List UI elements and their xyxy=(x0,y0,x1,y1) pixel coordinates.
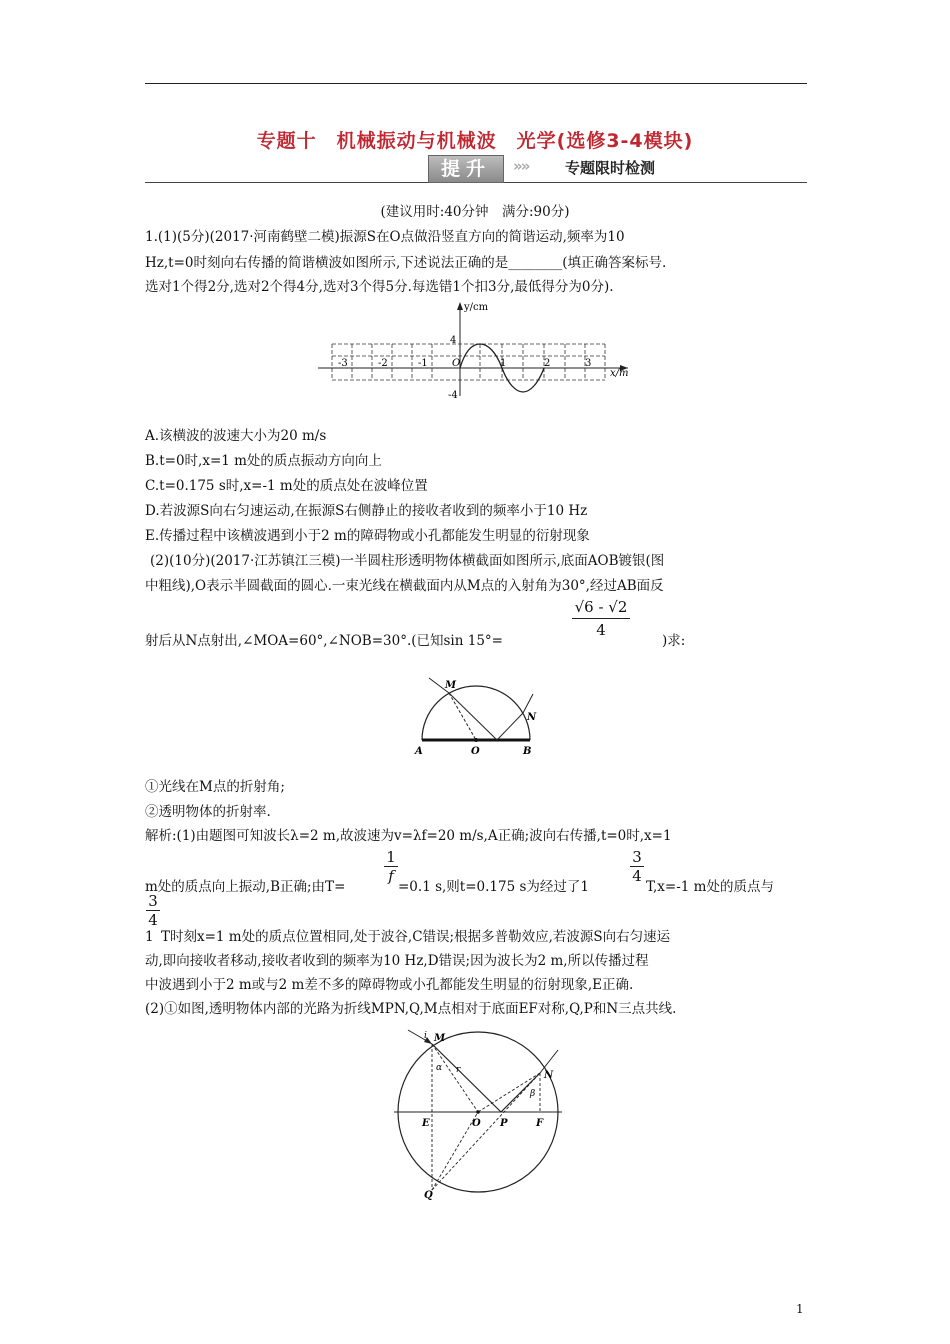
sin-denominator: 4 xyxy=(596,621,606,639)
point-m-label: M xyxy=(434,1033,446,1044)
q2-line2: 中粗线),O表示半圆截面的圆心.一束光线在横截面内从M点的入射角为30°,经过AB面反 xyxy=(145,578,664,594)
point-p-label: P xyxy=(500,1118,508,1129)
page-title: 专题十 机械振动与机械波 光学(选修3-4模块) xyxy=(256,130,694,152)
sin-numerator: √6 - √2 xyxy=(574,598,628,616)
header-rule xyxy=(145,83,807,84)
frac2-numerator: 3 xyxy=(632,848,642,866)
circle-figure xyxy=(380,1022,580,1202)
solution-line2: m处的质点向上振动,B正确;由T= xyxy=(145,879,346,895)
page-number: 1 xyxy=(796,1302,804,1316)
x-axis-label: x/m xyxy=(610,368,629,379)
q2-line3-end: )求: xyxy=(662,633,686,649)
frac-1-over-f xyxy=(384,848,398,885)
frac3-numerator: 3 xyxy=(148,892,158,910)
point-b-label: B xyxy=(523,746,532,757)
option-d: D.若波源S向右匀速运动,在振源S右侧静止的接收者收到的频率小于10 Hz xyxy=(145,503,588,519)
frac3-denominator: 4 xyxy=(148,911,158,929)
q2-line1: (2)(10分)(2017·江苏镇江三模)一半圆柱形透明物体横截面如图所示,底面AOB镀银(图 xyxy=(150,553,665,569)
y-max-label: 4 xyxy=(450,335,457,346)
point-f-label: F xyxy=(536,1118,544,1129)
point-o-label: O xyxy=(471,746,480,757)
frac1-numerator: 1 xyxy=(386,848,396,866)
solution-line4: 动,即向接收者移动,接收者收到的频率为10 Hz,D错误;因为波长为2 m,所以传播过程 xyxy=(145,953,649,969)
frac2-denominator: 4 xyxy=(632,867,642,885)
y-min-label: -4 xyxy=(448,390,458,400)
point-q-label: Q xyxy=(424,1190,433,1201)
option-a: A.该横波的波速大小为20 m/s xyxy=(145,428,327,444)
origin-label: O xyxy=(452,358,461,369)
double-chevron-icon: »» xyxy=(513,157,529,175)
point-e-label: E xyxy=(422,1118,430,1129)
angle-alpha-label: α xyxy=(436,1063,443,1073)
sub-question-1: ①光线在M点的折射角; xyxy=(145,779,285,795)
angle-r-label: r xyxy=(456,1065,461,1075)
point-n-label: N xyxy=(527,712,537,723)
point-m-label: M xyxy=(445,680,457,691)
banner-tag: 提升 xyxy=(428,155,504,183)
banner-text: 专题限时检测 xyxy=(565,159,656,177)
time-limit: (建议用时:40分钟 满分:90分) xyxy=(380,204,570,220)
frac-3-over-4b xyxy=(146,892,160,929)
semicircle-figure xyxy=(405,664,545,764)
angle-beta-label: β xyxy=(530,1089,536,1099)
point-a-label: A xyxy=(415,746,423,757)
wave-figure xyxy=(310,296,640,400)
frac-3-over-4 xyxy=(630,848,644,885)
q1-line3: 选对1个得2分,选对2个得4分,选对3个得5分.每选错1个扣3分,最低得分为0分). xyxy=(145,279,614,295)
solution-line3-prefix: 1 xyxy=(145,929,154,945)
q1-line2: Hz,t=0时刻向右传播的简谐横波如图所示,下述说法正确的是________(填正确答案标号. xyxy=(145,255,667,271)
solution-line2-end: T,x=-1 m处的质点与 xyxy=(646,879,774,895)
sin-fraction xyxy=(566,598,636,639)
tick-label: -1 xyxy=(418,358,428,369)
option-b: B.t=0时,x=1 m处的质点振动方向向上 xyxy=(145,453,382,469)
y-axis-label: y/cm xyxy=(464,302,489,313)
option-c: C.t=0.175 s时,x=-1 m处的质点处在波峰位置 xyxy=(145,478,428,494)
tick-label: -2 xyxy=(378,358,388,369)
point-n-label: N xyxy=(544,1070,554,1081)
angle-i-label: i xyxy=(424,1031,427,1041)
solution-line1: 解析:(1)由题图可知波长λ=2 m,故波速为v=λf=20 m/s,A正确;波向右传播,t=0时,x=1 xyxy=(145,828,672,844)
solution-line2-mid: =0.1 s,则t=0.175 s为经过了1 xyxy=(398,879,589,895)
section-banner xyxy=(145,155,807,185)
solution-line5: 中波遇到小于2 m或与2 m差不多的障碍物或小孔都能发生明显的衍射现象,E正确. xyxy=(145,977,634,993)
solution-line3: T时刻x=1 m处的质点位置相同,处于波谷,C错误;根据多普勒效应,若波源S向右匀速运 xyxy=(161,929,671,945)
point-o-label: O xyxy=(472,1118,481,1129)
option-e: E.传播过程中该横波遇到小于2 m的障碍物或小孔都能发生明显的衍射现象 xyxy=(145,528,590,544)
tick-label: 2 xyxy=(544,358,551,369)
tick-label: 1 xyxy=(500,358,507,369)
fraction-bar xyxy=(572,618,630,619)
tick-label: -3 xyxy=(338,358,348,369)
solution-line6: (2)①如图,透明物体内部的光路为折线MPN,Q,M点相对于底面EF对称,Q,P和N三点共线. xyxy=(145,1001,677,1017)
sub-question-2: ②透明物体的折射率. xyxy=(145,804,271,820)
q2-line3: 射后从N点射出,∠MOA=60°,∠NOB=30°.(已知sin 15°= xyxy=(145,633,503,649)
frac1-denominator: f xyxy=(388,867,394,885)
q1-line1: 1.(1)(5分)(2017·河南鹤壁二模)振源S在O点做沿竖直方向的简谐运动,频率为10 xyxy=(145,229,625,245)
tick-label: 3 xyxy=(585,358,592,369)
